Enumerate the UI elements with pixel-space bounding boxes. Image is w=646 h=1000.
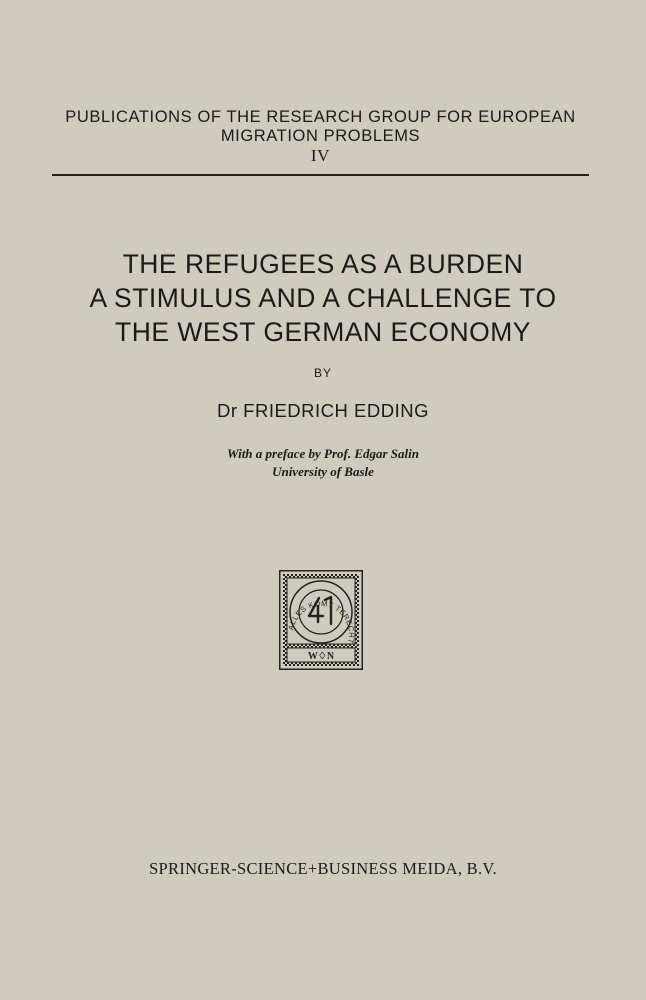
series-volume: IV (310, 146, 331, 165)
series-line-1: PUBLICATIONS OF THE RESEARCH GROUP FOR EUROPEAN (65, 108, 576, 126)
series-line-2: MIGRATION PROBLEMS (220, 127, 421, 145)
title-line-1: THE REFUGEES AS A BURDEN (122, 249, 524, 279)
emblem-monogram: W♢N (307, 651, 335, 662)
preface-line-1: With a preface by Prof. Edgar Salin (227, 446, 419, 461)
publisher-emblem-icon (279, 570, 363, 670)
by-label: BY (313, 366, 332, 380)
book-title (40, 247, 606, 349)
preface-line-2: University of Basle (272, 464, 374, 479)
publisher-name: SPRINGER-SCIENCE+BUSINESS MEIDA, B.V. (149, 859, 497, 878)
title-line-2: A STIMULUS AND A CHALLENGE TO (89, 283, 557, 313)
title-line-3: THE WEST GERMAN ECONOMY (115, 317, 531, 347)
author-name: Dr FRIEDRICH EDDING (217, 400, 429, 421)
horizontal-rule (52, 174, 589, 176)
preface-note (0, 445, 646, 481)
emblem-ring-text: ALLES KOMT TERECHT (286, 598, 357, 645)
series-heading (52, 108, 589, 165)
